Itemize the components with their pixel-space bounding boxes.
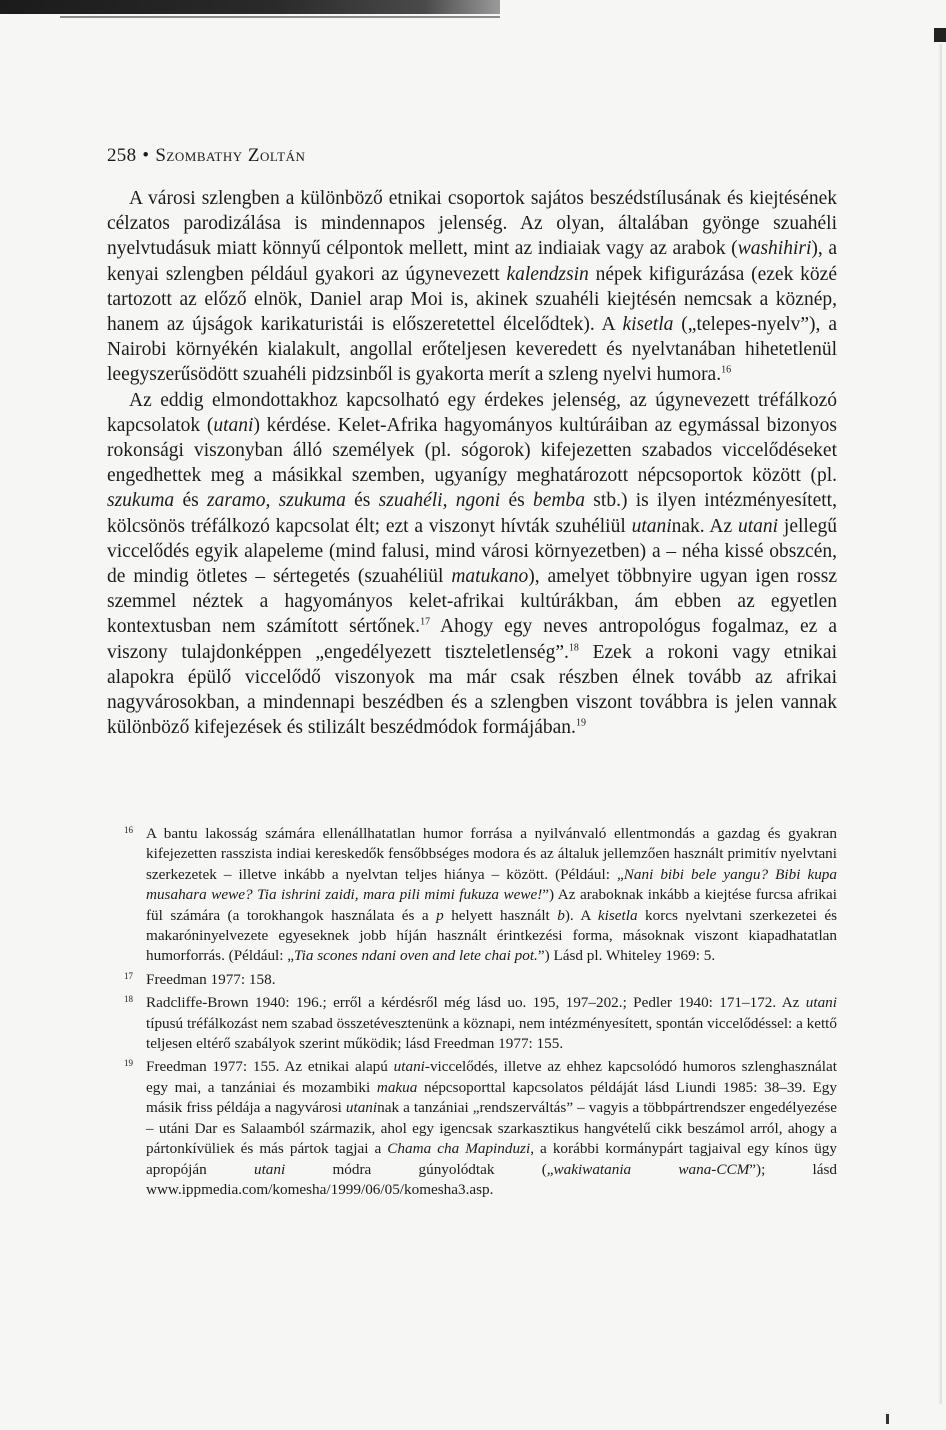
text-run: Freedman 1977: 155. Az etnikai alapú	[146, 1058, 394, 1076]
italic-term: makua	[376, 1078, 418, 1096]
italic-term: szukuma	[107, 490, 175, 512]
text-run: , a korábbi kormánypárt tagjaival egy kínos ügy apropóján	[146, 1140, 837, 1178]
text-run: Ezek a rokoni vagy etnikai alapokra épülő viccelődő viszonyok ma már csak részben élnek tovább az afrikai nagyvárosokban, a mindennapi beszédben és a szlengben viszont továbbra is jelen vannak különböző kifejezések és stilizált beszédmódok formájában.	[107, 641, 837, 739]
text-run: Az eddig elmondottakhoz kapcsolható egy érdekes jelenség, az úgynevezett tréfálkozó kapcsolatok (	[107, 389, 837, 436]
text-run: és	[345, 490, 379, 512]
italic-term: washihiri	[737, 238, 812, 260]
italic-term: kalendzsin	[506, 263, 589, 285]
text-run: -viccelődés, illetve az ehhez kapcsolódó humoros szlenghasználat egy mai, a tanzániai és mozambiki	[146, 1058, 837, 1096]
scan-speck	[886, 1414, 889, 1424]
italic-term: zaramo, szukuma	[207, 490, 346, 512]
text-run: A városi szlengben a különböző etnikai csoportok sajátos beszédstílusának és kiejtésének célzatos parodizálása is mindennapos jelenség. Az olyan, általában gyönge szuahéli nyelvtudásuk miatt könnyű célpontok mellett, mint az indiaiak vagy az arabok (	[107, 188, 837, 260]
text-run: nak. Az	[671, 515, 738, 537]
footnote-ref: 18	[568, 642, 579, 654]
text-run: nak a tanzániai „rendszerváltás” – vagyis a többpártrendszer engedélyezése – utáni Dar es Salaamból származik, ahol egy igencsak szarkasztikus hangvételű cikk beszámol arról, ahogy a pártonkívüliek és más pártok tagjai a	[146, 1099, 837, 1158]
italic-term: kisetla	[622, 314, 674, 336]
page-number: 258	[107, 145, 137, 166]
header-separator: •	[142, 145, 150, 166]
italic-term: utani	[805, 994, 837, 1012]
text-run: Ahogy egy neves antropológus fogalmaz, ez a viszony tulajdonképpen „engedélyezett tiszteletlenség”.	[107, 616, 837, 663]
italic-term: utani	[253, 1160, 286, 1178]
text-run: és	[174, 490, 207, 512]
footnote-number: 19	[124, 1058, 133, 1069]
italic-term: p	[436, 906, 444, 924]
paragraph-1	[107, 186, 837, 388]
paragraph-2	[107, 388, 837, 741]
italic-term: utani	[345, 1099, 378, 1117]
italic-term: utani	[393, 1058, 425, 1076]
running-head	[107, 145, 305, 167]
scan-border-line	[60, 16, 500, 18]
text-run: A bantu lakosság számára ellenállhatatlan humor forrása a nyilvánvaló ellentmondás a gazdag és gyakran kifejezetten rasszista indiai kereskedők fensőbbséges modora és az általuk jellemzően használt primitív nyelvtani szerkezetek – illetve inkább a nyelvtan teljes hiánya – között. (Például: „	[146, 825, 837, 883]
footnote-number: 16	[124, 825, 133, 835]
footnote-19	[107, 1057, 837, 1200]
italic-term: utani	[631, 515, 672, 537]
text-run: jellegű viccelődés egyik alapeleme (mind falusi, mind városi környezetben) a – néha kissé obszcén, de mindig ötletes – sértegetés (szuahéliül	[107, 515, 837, 588]
text-run: Radcliffe-Brown 1940: 196.; erről a kérdésről még lásd uo. 195, 197–202.; Pedler 1940: 171–172. Az	[146, 994, 806, 1012]
footnote-18	[107, 993, 837, 1054]
italic-quote: wakiwatania wana-CCM	[553, 1160, 750, 1178]
italic-term: b	[557, 906, 565, 924]
text-run: és	[500, 490, 534, 512]
footnote-number: 18	[124, 994, 133, 1005]
text-run: típusú tréfálkozást nem szabad összetévesztenünk a köznapi, nem intézményesített, spontán viccelődéssel: a kettő teljesen eltérő szabályok szerint működik; lásd Freedman 1977: 155.	[146, 1014, 837, 1053]
footnote-17	[107, 970, 837, 990]
footnotes	[107, 824, 837, 1203]
italic-term: Chama cha Mapinduzi	[387, 1140, 531, 1158]
text-run: ”) Lásd pl. Whiteley 1969: 5.	[537, 947, 716, 965]
author-name: Szombathy Zoltán	[155, 145, 306, 166]
text-run: helyett használt	[443, 906, 558, 924]
italic-term: utani	[738, 515, 779, 537]
text-run: ”) Az araboknak inkább a kiejtése furcsa afrikai fül számára (a torokhangok használata és a	[146, 886, 837, 924]
footnote-ref: 16	[721, 364, 732, 376]
text-run: népcsoporttal kapcsolatos példáját lásd Liundi 1985: 38–39. Egy másik friss példája a nagyvárosi	[146, 1078, 837, 1117]
italic-term: szuahéli, ngoni	[378, 490, 501, 512]
text-run: stb.) is ilyen intézményesített, kölcsönös tréfálkozó kapcsolat élt; ezt a viszonyt hívták szuhéliül	[107, 490, 837, 537]
scan-border-top	[0, 0, 500, 14]
text-run: ), amelyet többnyire ugyan igen rossz szemmel néztek a hagyományos kelet-afrikai kultúrákban, ám ebben az egyetlen kontextusban nem számított sértőnek.	[107, 566, 837, 638]
footnote-number: 17	[124, 970, 133, 981]
italic-term: utani	[213, 414, 254, 436]
text-run: korcs nyelvtani szerkezetei és makaróninyelvezete egyeseknek jobb híján használt érintkezési forma, másoknak viszont kiapadhatatlan humorforrás. (Például: „	[146, 906, 837, 965]
italic-term: bemba	[533, 490, 586, 512]
scan-edge-mark	[934, 28, 946, 42]
text-run: ) kérdése. Kelet-Afrika hagyományos kultúráiban az egymással bizonyos rokonsági viszonyban álló személyek (pl. sógorok) kifejezetten szabados viccelődéseket engedhettek meg a másikkal szemben, ugyanígy meghatározott népcsoportok között (pl.	[107, 414, 837, 487]
text-run: ”); lásd www.ippmedia.com/komesha/1999/06/05/komesha3.asp.	[146, 1160, 837, 1198]
scan-edge-shadow	[938, 44, 942, 1404]
main-text	[107, 186, 837, 740]
footnote-16	[107, 824, 837, 967]
text-run: („telepes-nyelv”), a Nairobi környékén kialakult, angollal erőteljesen keveredett és nyelvtanában hihetetlenül leegyszerűsödött szuahéli pidzsinből is gyakorta merít a szleng nyelvi humora.	[107, 314, 837, 386]
italic-quote: Nani bibi bele yangu? Bibi kupa musahara wewe? Tia ishrini zaidi, mara pili mimi fukuza wewe!	[146, 865, 837, 904]
italic-quote: Tia scones ndani oven and lete chai pot.	[294, 947, 538, 965]
italic-term: kisetla	[597, 906, 638, 924]
text-run: ). A	[564, 906, 598, 924]
italic-term: matukano	[451, 566, 529, 588]
footnote-ref: 17	[420, 616, 431, 628]
text-run: népek kifigurázása (ezek közé tartozott az előző elnök, Daniel arap Moi is, akinek szuahéli kiejtésén nemcsak a köznép, hanem az újságok karikaturistái is előszeretettel élcelődtek). A	[107, 263, 837, 336]
text-run: ), a kenyai szlengben például gyakori az úgynevezett	[107, 238, 837, 285]
text-run: Freedman 1977: 158.	[146, 970, 276, 988]
footnote-ref: 19	[575, 717, 586, 729]
text-run: módra gúnyolódtak („	[285, 1160, 554, 1178]
